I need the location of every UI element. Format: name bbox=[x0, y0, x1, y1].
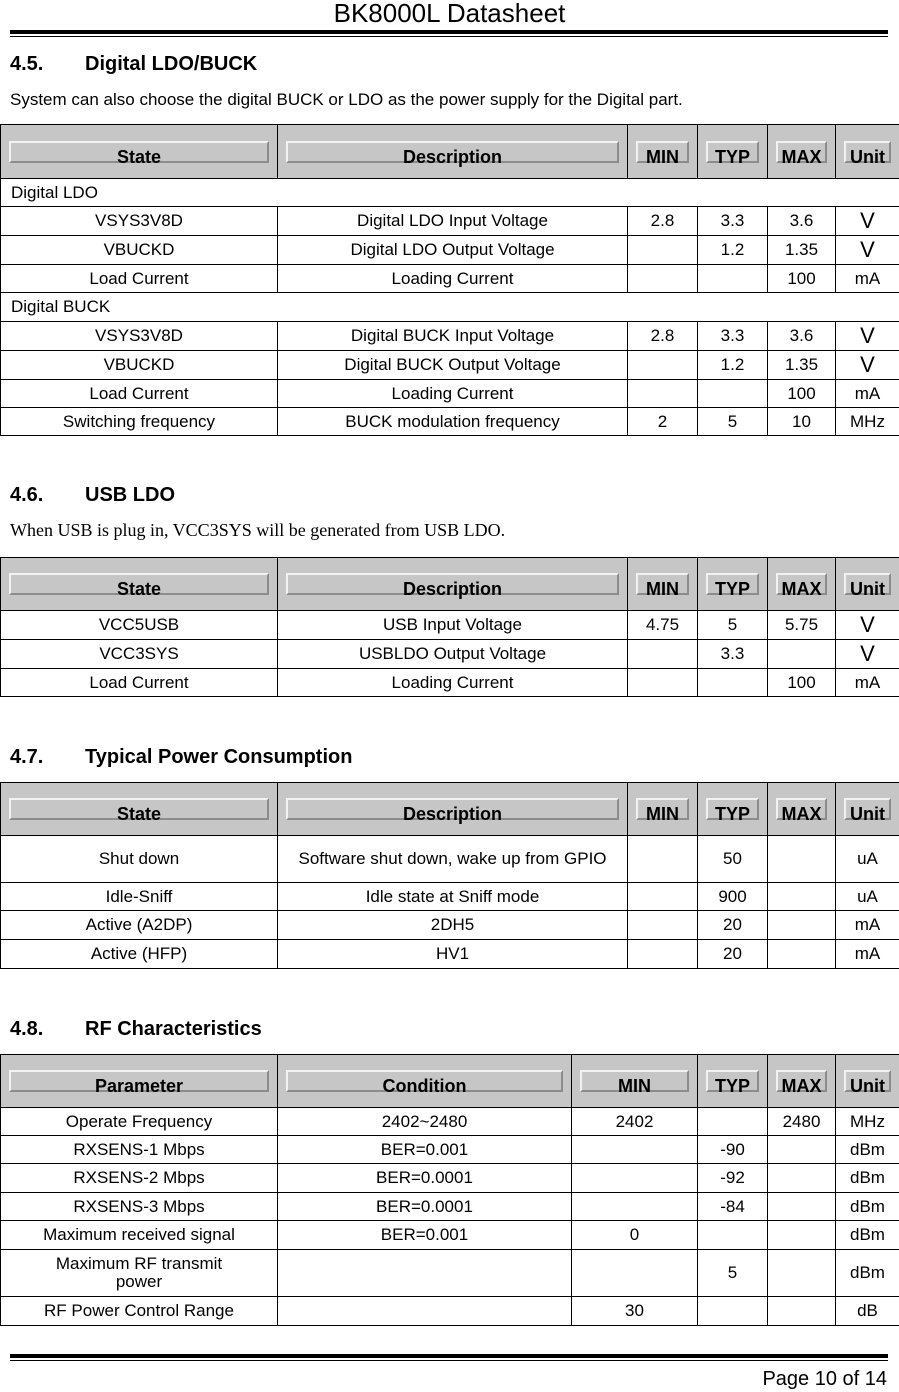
table-cell: V bbox=[836, 611, 899, 640]
table-cell: dBm bbox=[836, 1221, 899, 1250]
header-label: Unit bbox=[844, 798, 891, 820]
table-cell: mA bbox=[836, 669, 899, 697]
table-row bbox=[1, 911, 899, 940]
table-row bbox=[1, 1108, 899, 1136]
table-cell bbox=[698, 265, 768, 293]
header-label: Condition bbox=[286, 1070, 563, 1092]
col-header-unit bbox=[836, 558, 899, 611]
table-cell: 100 bbox=[768, 380, 836, 408]
table-cell bbox=[768, 940, 836, 969]
table-cell: VSYS3V8D bbox=[1, 322, 278, 351]
table-cell bbox=[698, 1221, 768, 1250]
table-cell: Maximum received signal bbox=[1, 1221, 278, 1250]
table-cell: 2.8 bbox=[628, 322, 698, 351]
header-rule-thin bbox=[10, 36, 888, 37]
table-cell bbox=[768, 1297, 836, 1326]
header-label: MAX bbox=[776, 141, 827, 163]
header-label: Unit bbox=[844, 141, 891, 163]
table-cell: 10 bbox=[768, 408, 836, 436]
header-label: Parameter bbox=[9, 1070, 269, 1092]
table-cell bbox=[628, 236, 698, 265]
table-cell: 5 bbox=[698, 1250, 768, 1297]
section-heading-4-5 bbox=[10, 52, 257, 76]
col-header-description bbox=[278, 125, 628, 179]
col-header-max bbox=[768, 783, 836, 836]
table-cell bbox=[768, 1193, 836, 1221]
table-cell: 50 bbox=[698, 836, 768, 883]
col-header-max bbox=[768, 125, 836, 179]
table-cell: Digital LDO Input Voltage bbox=[278, 207, 628, 236]
table-cell: MHz bbox=[836, 1108, 899, 1136]
table-cell: dBm bbox=[836, 1193, 899, 1221]
table-cell bbox=[768, 1136, 836, 1164]
table-cell: Digital LDO bbox=[1, 179, 899, 207]
table-cell: dBm bbox=[836, 1136, 899, 1164]
table-cell bbox=[572, 1193, 698, 1221]
col-header-unit bbox=[836, 1055, 899, 1108]
table-cell bbox=[628, 883, 698, 911]
table-cell: 20 bbox=[698, 940, 768, 969]
table-cell bbox=[628, 640, 698, 669]
table-cell: 3.3 bbox=[698, 322, 768, 351]
table-cell: RF Power Control Range bbox=[1, 1297, 278, 1326]
table-row bbox=[1, 207, 899, 236]
table-cell: Active (HFP) bbox=[1, 940, 278, 969]
footer-rule bbox=[10, 1354, 888, 1358]
heading-text: 4.6. bbox=[10, 484, 44, 506]
table-cell: 3.6 bbox=[768, 207, 836, 236]
heading-text: Typical Power Consumption bbox=[85, 746, 353, 768]
header-label: TYP bbox=[706, 1070, 759, 1092]
header-label: State bbox=[9, 141, 269, 163]
table-cell: USBLDO Output Voltage bbox=[278, 640, 628, 669]
table-cell: 1.2 bbox=[698, 351, 768, 380]
header-label: MIN bbox=[636, 573, 689, 595]
header-rule bbox=[10, 30, 888, 34]
col-header-parameter bbox=[1, 1055, 278, 1108]
table-cell: BUCK modulation frequency bbox=[278, 408, 628, 436]
table-cell bbox=[768, 836, 836, 883]
table-row bbox=[1, 322, 899, 351]
table-cell: RXSENS-2 Mbps bbox=[1, 1164, 278, 1193]
col-header-unit bbox=[836, 125, 899, 179]
table-cell: VSYS3V8D bbox=[1, 207, 278, 236]
table-cell: Idle state at Sniff mode bbox=[278, 883, 628, 911]
header-label: TYP bbox=[706, 573, 759, 595]
table-cell: USB Input Voltage bbox=[278, 611, 628, 640]
col-header-min bbox=[628, 783, 698, 836]
table-cell: Load Current bbox=[1, 669, 278, 697]
table-cell: mA bbox=[836, 911, 899, 940]
header-label: MIN bbox=[636, 798, 689, 820]
rf-characteristics-table bbox=[0, 1054, 899, 1326]
page-number: Page 10 of 14 bbox=[762, 1368, 887, 1390]
heading-text: Digital LDO/BUCK bbox=[85, 53, 258, 75]
table-header-row bbox=[1, 125, 899, 179]
table-cell: Idle-Sniff bbox=[1, 883, 278, 911]
table-cell: Active (A2DP) bbox=[1, 911, 278, 940]
table-cell bbox=[698, 1297, 768, 1326]
table-cell: Shut down bbox=[1, 836, 278, 883]
table-cell: dBm bbox=[836, 1250, 899, 1297]
header-label: Description bbox=[286, 573, 619, 595]
header-label: MIN bbox=[580, 1070, 689, 1092]
table-cell bbox=[768, 640, 836, 669]
table-cell bbox=[572, 1250, 698, 1297]
table-row bbox=[1, 836, 899, 883]
table-cell: dBm bbox=[836, 1164, 899, 1193]
table-cell: V bbox=[836, 322, 899, 351]
table-cell: RXSENS-3 Mbps bbox=[1, 1193, 278, 1221]
table-cell: BER=0.001 bbox=[278, 1221, 572, 1250]
table-header-row bbox=[1, 558, 899, 611]
table-row bbox=[1, 1297, 899, 1326]
digital-ldo-buck-table bbox=[0, 124, 899, 436]
col-header-state bbox=[1, 558, 278, 611]
table-cell bbox=[628, 836, 698, 883]
table-cell bbox=[768, 1164, 836, 1193]
table-cell: Maximum RF transmit power bbox=[1, 1250, 278, 1297]
col-header-min bbox=[628, 125, 698, 179]
table-cell: 3.3 bbox=[698, 640, 768, 669]
table-cell bbox=[698, 380, 768, 408]
usb-ldo-table bbox=[0, 557, 899, 697]
col-header-unit bbox=[836, 783, 899, 836]
group-row bbox=[1, 179, 899, 207]
heading-text: 4.7. bbox=[10, 746, 44, 768]
table-cell: 5 bbox=[698, 611, 768, 640]
table-cell: 2480 bbox=[768, 1108, 836, 1136]
table-cell: Load Current bbox=[1, 380, 278, 408]
power-consumption-table bbox=[0, 782, 899, 969]
col-header-typ bbox=[698, 558, 768, 611]
table-cell bbox=[628, 265, 698, 293]
section-intro-4-5: System can also choose the digital BUCK or LDO as the power supply for the Digital part. bbox=[10, 90, 683, 109]
table-cell: 3.3 bbox=[698, 207, 768, 236]
table-row bbox=[1, 669, 899, 697]
table-cell: 0 bbox=[572, 1221, 698, 1250]
table-cell: RXSENS-1 Mbps bbox=[1, 1136, 278, 1164]
header-label: Unit bbox=[844, 573, 891, 595]
table-cell bbox=[572, 1136, 698, 1164]
table-cell: 100 bbox=[768, 669, 836, 697]
table-cell: 5.75 bbox=[768, 611, 836, 640]
table-header-row bbox=[1, 783, 899, 836]
table-cell: BER=0.001 bbox=[278, 1136, 572, 1164]
col-header-typ bbox=[698, 1055, 768, 1108]
col-header-max bbox=[768, 558, 836, 611]
heading-text: USB LDO bbox=[85, 484, 175, 506]
table-cell: dB bbox=[836, 1297, 899, 1326]
table-cell: -84 bbox=[698, 1193, 768, 1221]
table-row bbox=[1, 640, 899, 669]
table-cell: mA bbox=[836, 265, 899, 293]
document-header: BK8000L Datasheet bbox=[333, 0, 566, 28]
table-cell: Switching frequency bbox=[1, 408, 278, 436]
table-cell: Digital BUCK Output Voltage bbox=[278, 351, 628, 380]
table-cell: V bbox=[836, 640, 899, 669]
table-cell bbox=[628, 380, 698, 408]
table-cell: 4.75 bbox=[628, 611, 698, 640]
table-cell bbox=[768, 883, 836, 911]
table-cell: mA bbox=[836, 380, 899, 408]
table-cell: 3.6 bbox=[768, 322, 836, 351]
header-label: MAX bbox=[776, 798, 827, 820]
table-cell bbox=[768, 1221, 836, 1250]
table-cell: 2402~2480 bbox=[278, 1108, 572, 1136]
table-row bbox=[1, 351, 899, 380]
table-cell: Software shut down, wake up from GPIO bbox=[278, 836, 628, 883]
col-header-state bbox=[1, 783, 278, 836]
table-cell bbox=[628, 940, 698, 969]
header-label: MIN bbox=[636, 141, 689, 163]
header-label: MAX bbox=[776, 1070, 827, 1092]
header-label: State bbox=[9, 573, 269, 595]
header-label: TYP bbox=[706, 141, 759, 163]
heading-text: 4.8. bbox=[10, 1018, 44, 1040]
table-cell: mA bbox=[836, 940, 899, 969]
table-cell bbox=[628, 669, 698, 697]
table-cell: VBUCKD bbox=[1, 351, 278, 380]
table-cell: 1.35 bbox=[768, 236, 836, 265]
col-header-min bbox=[572, 1055, 698, 1108]
col-header-typ bbox=[698, 125, 768, 179]
col-header-state bbox=[1, 125, 278, 179]
table-row bbox=[1, 611, 899, 640]
table-cell: 5 bbox=[698, 408, 768, 436]
header-label: State bbox=[9, 798, 269, 820]
table-row bbox=[1, 380, 899, 408]
heading-text: RF Characteristics bbox=[85, 1018, 262, 1040]
table-cell bbox=[698, 669, 768, 697]
table-cell: 100 bbox=[768, 265, 836, 293]
table-cell bbox=[768, 911, 836, 940]
header-label: Description bbox=[286, 141, 619, 163]
table-header-row bbox=[1, 1055, 899, 1108]
table-cell: 20 bbox=[698, 911, 768, 940]
col-header-min bbox=[628, 558, 698, 611]
col-header-description bbox=[278, 558, 628, 611]
table-cell: BER=0.0001 bbox=[278, 1164, 572, 1193]
table-cell: Digital LDO Output Voltage bbox=[278, 236, 628, 265]
table-cell: 1.2 bbox=[698, 236, 768, 265]
table-row bbox=[1, 265, 899, 293]
col-header-max bbox=[768, 1055, 836, 1108]
table-cell: Digital BUCK bbox=[1, 293, 899, 322]
section-heading-4-7 bbox=[10, 745, 352, 769]
heading-text: 4.5. bbox=[10, 53, 44, 75]
section-heading-4-8 bbox=[10, 1017, 262, 1041]
table-row bbox=[1, 1164, 899, 1193]
table-cell: HV1 bbox=[278, 940, 628, 969]
table-cell bbox=[572, 1164, 698, 1193]
table-cell: VCC3SYS bbox=[1, 640, 278, 669]
table-cell: 1.35 bbox=[768, 351, 836, 380]
table-row bbox=[1, 1136, 899, 1164]
table-cell bbox=[278, 1297, 572, 1326]
section-intro-4-6: When USB is plug in, VCC3SYS will be generated from USB LDO. bbox=[10, 520, 506, 540]
table-row bbox=[1, 1250, 899, 1297]
table-row bbox=[1, 883, 899, 911]
table-cell: Loading Current bbox=[278, 265, 628, 293]
table-cell: 2 bbox=[628, 408, 698, 436]
table-cell: uA bbox=[836, 883, 899, 911]
table-row bbox=[1, 1221, 899, 1250]
table-cell: 30 bbox=[572, 1297, 698, 1326]
header-label: MAX bbox=[776, 573, 827, 595]
table-cell bbox=[278, 1250, 572, 1297]
col-header-typ bbox=[698, 783, 768, 836]
table-cell: Loading Current bbox=[278, 380, 628, 408]
table-cell: 2402 bbox=[572, 1108, 698, 1136]
table-cell bbox=[628, 351, 698, 380]
col-header-description bbox=[278, 783, 628, 836]
table-cell: Load Current bbox=[1, 265, 278, 293]
table-cell: MHz bbox=[836, 408, 899, 436]
table-cell: Loading Current bbox=[278, 669, 628, 697]
table-row bbox=[1, 1193, 899, 1221]
table-cell: 2.8 bbox=[628, 207, 698, 236]
table-cell: V bbox=[836, 207, 899, 236]
table-cell bbox=[698, 1108, 768, 1136]
footer-rule-thin bbox=[10, 1360, 888, 1361]
table-cell: BER=0.0001 bbox=[278, 1193, 572, 1221]
group-row bbox=[1, 293, 899, 322]
header-label: Unit bbox=[844, 1070, 891, 1092]
table-cell: 900 bbox=[698, 883, 768, 911]
table-row bbox=[1, 408, 899, 436]
table-row bbox=[1, 940, 899, 969]
col-header-condition bbox=[278, 1055, 572, 1108]
table-row bbox=[1, 236, 899, 265]
header-label: Description bbox=[286, 798, 619, 820]
table-cell bbox=[628, 911, 698, 940]
table-cell: Operate Frequency bbox=[1, 1108, 278, 1136]
table-cell: uA bbox=[836, 836, 899, 883]
table-cell: 2DH5 bbox=[278, 911, 628, 940]
table-cell: Digital BUCK Input Voltage bbox=[278, 322, 628, 351]
table-cell bbox=[768, 1250, 836, 1297]
table-cell: -90 bbox=[698, 1136, 768, 1164]
header-label: TYP bbox=[706, 798, 759, 820]
section-heading-4-6 bbox=[10, 483, 175, 507]
table-cell: V bbox=[836, 236, 899, 265]
table-cell: VCC5USB bbox=[1, 611, 278, 640]
table-cell: VBUCKD bbox=[1, 236, 278, 265]
table-cell: V bbox=[836, 351, 899, 380]
table-cell: -92 bbox=[698, 1164, 768, 1193]
